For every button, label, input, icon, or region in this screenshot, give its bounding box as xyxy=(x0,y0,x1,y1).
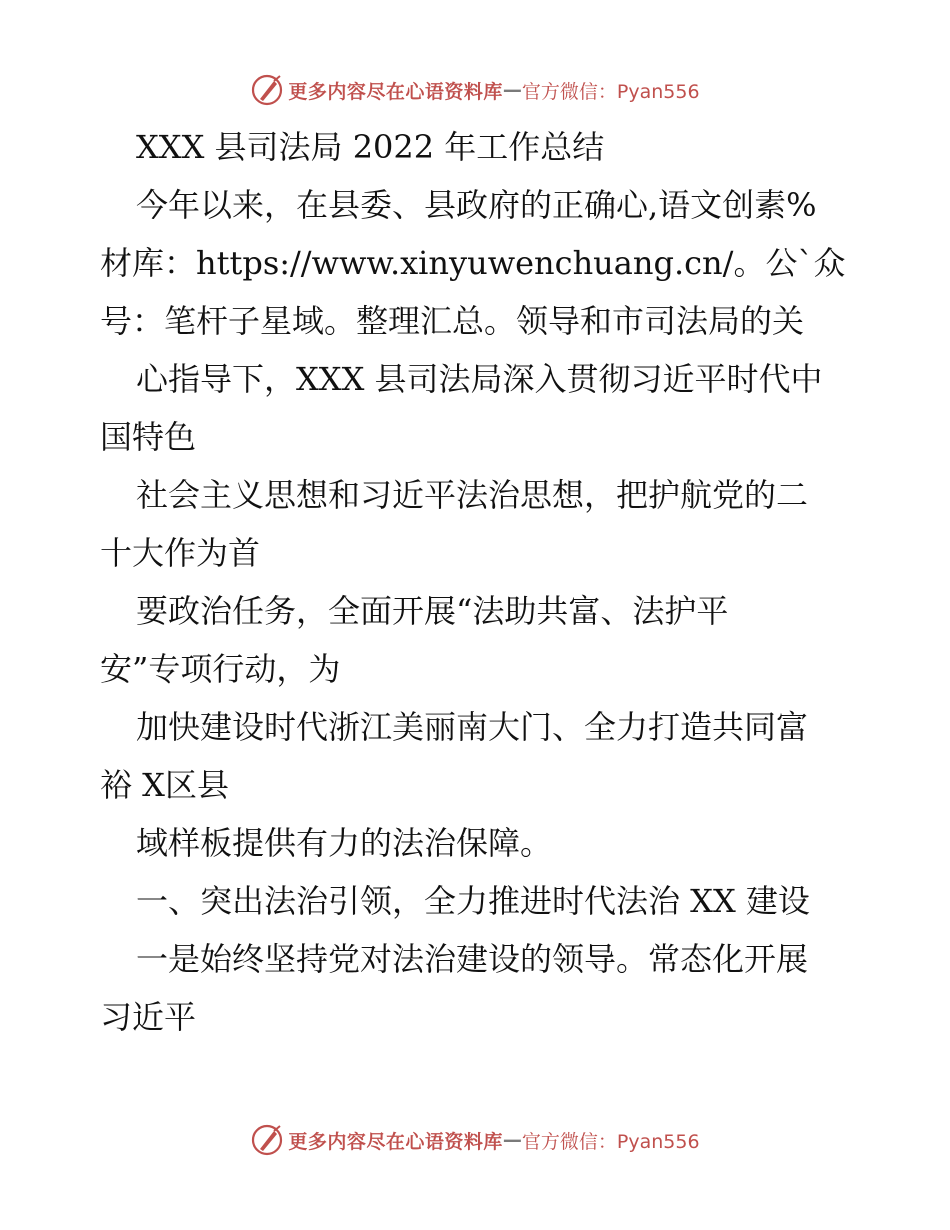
document-title: XXX 县司法局 2022 年工作总结 xyxy=(136,128,605,166)
paragraph-line: 号：笔杆子星域。整理汇总。领导和市司法局的关 xyxy=(100,302,805,340)
paragraph-line: 加快建设时代浙江美丽南大门、全力打造共同富 xyxy=(136,708,809,746)
banner-wechat-text: 官方微信：Pyan556 xyxy=(521,80,700,103)
document-body xyxy=(100,118,855,1046)
paragraph-line: 今年以来，在县委、县政府的正确心,语文创素% xyxy=(136,186,817,224)
footer-banner xyxy=(0,1120,950,1160)
paragraph-line: 要政治任务，全面开展“法助共富、法护平 xyxy=(136,592,729,630)
paragraph-line: 心指导下，XXX 县司法局深入贯彻习近平时代中 xyxy=(136,360,823,398)
paragraph-line: 裕 X区县 xyxy=(100,766,229,804)
header-banner xyxy=(0,70,950,110)
paragraph-line: 材库：https://www.xinyuwenchuang.cn/。公`众 xyxy=(100,244,846,282)
section-heading: 一、突出法治引领，全力推进时代法治 XX 建设 xyxy=(136,882,810,920)
paragraph-line: 社会主义思想和习近平法治思想，把护航党的二 xyxy=(136,476,809,514)
paragraph-line: 一是始终坚持党对法治建设的领导。常态化开展 xyxy=(136,940,809,978)
banner-wechat-text: 官方微信：Pyan556 xyxy=(521,1130,700,1153)
banner-separator: — xyxy=(502,1129,522,1151)
banner-main-text: 更多内容尽在心语资料库 xyxy=(288,1130,503,1153)
quill-pen-logo-icon xyxy=(250,1123,284,1157)
paragraph-line: 国特色 xyxy=(100,418,197,456)
paragraph-line: 十大作为首 xyxy=(100,534,261,572)
paragraph-line: 习近平 xyxy=(100,998,197,1036)
paragraph-line: 域样板提供有力的法治保障。 xyxy=(136,824,553,862)
banner-separator: — xyxy=(502,79,522,101)
quill-pen-logo-icon xyxy=(250,73,284,107)
banner-main-text: 更多内容尽在心语资料库 xyxy=(288,80,503,103)
paragraph-line: 安”专项行动，为 xyxy=(100,650,341,688)
